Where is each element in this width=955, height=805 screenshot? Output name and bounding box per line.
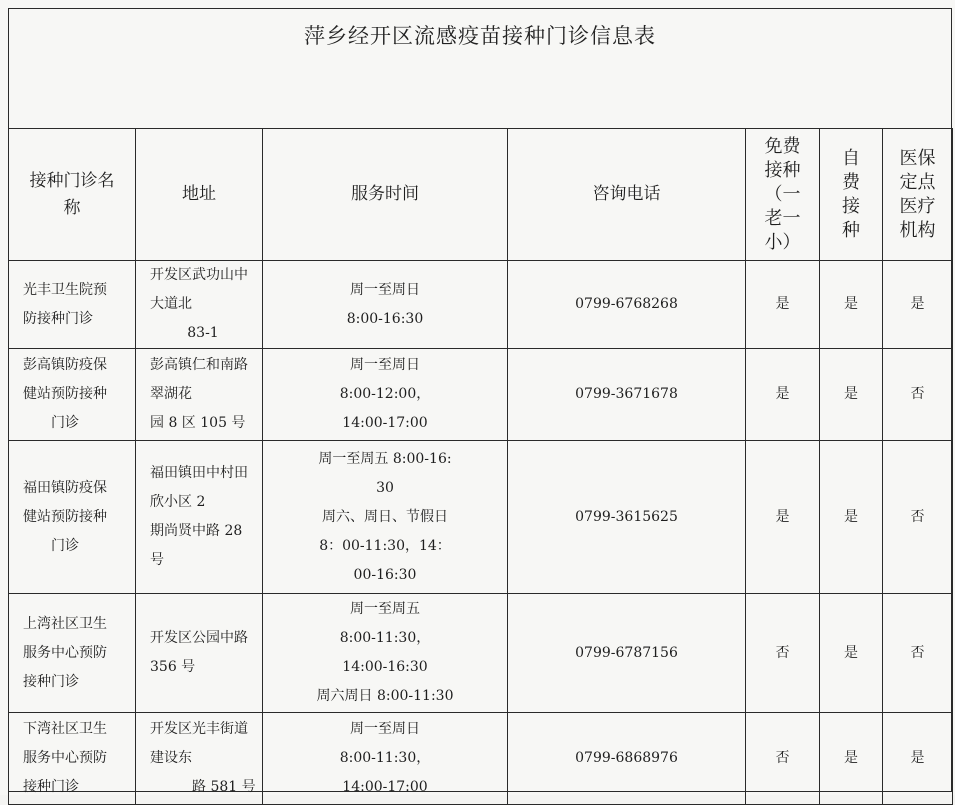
clinic-hours: 周一至周日 8:00-11:30， 14:00-17:00	[263, 713, 508, 805]
clinic-self-pay: 是	[820, 713, 883, 805]
clinic-self-pay: 是	[820, 261, 883, 349]
clinic-self-pay: 是	[820, 441, 883, 594]
clinic-insurance: 否	[883, 349, 953, 441]
clinic-name: 下湾社区卫生 服务中心预防 接种门诊	[9, 713, 136, 805]
table-row	[9, 441, 953, 594]
header-free: 免费 接种 （一 老一 小）	[746, 129, 820, 261]
header-insurance: 医保 定点 医疗 机构	[883, 129, 953, 261]
clinic-name: 彭高镇防疫保 健站预防接种 门诊	[9, 349, 136, 441]
clinic-address: 开发区武功山中大道北 83-1	[136, 261, 263, 349]
clinic-phone: 0799-6868976	[508, 713, 746, 805]
clinic-self-pay: 是	[820, 594, 883, 713]
clinic-hours: 周一至周日 8:00-12:00， 14:00-17:00	[263, 349, 508, 441]
clinic-name: 光丰卫生院预 防接种门诊	[9, 261, 136, 349]
clinic-phone: 0799-6787156	[508, 594, 746, 713]
table-row	[9, 349, 953, 441]
clinic-free: 是	[746, 349, 820, 441]
clinic-free: 是	[746, 261, 820, 349]
header-phone: 咨询电话	[508, 129, 746, 261]
clinic-free: 是	[746, 441, 820, 594]
table-row	[9, 261, 953, 349]
clinic-insurance: 否	[883, 441, 953, 594]
header-address: 地址	[136, 129, 263, 261]
header-self-pay: 自 费 接 种	[820, 129, 883, 261]
clinic-hours: 周一至周五 8:00-16: 30 周六、周日、节假日 8：00-11:30，14： 00-16:30	[263, 441, 508, 594]
clinic-free: 否	[746, 594, 820, 713]
clinic-phone: 0799-3671678	[508, 349, 746, 441]
clinic-hours: 周一至周日 8:00-16:30	[263, 261, 508, 349]
clinic-name: 上湾社区卫生 服务中心预防 接种门诊	[9, 594, 136, 713]
clinic-self-pay: 是	[820, 349, 883, 441]
clinic-insurance: 否	[883, 594, 953, 713]
header-hours: 服务时间	[263, 129, 508, 261]
clinic-address: 开发区公园中路 356 号	[136, 594, 263, 713]
table-row	[9, 594, 953, 713]
clinic-insurance: 是	[883, 261, 953, 349]
header-row	[9, 129, 953, 261]
table-row	[9, 713, 953, 805]
clinic-hours: 周一至周五 8:00-11:30， 14:00-16:30 周六周日 8:00-11:30	[263, 594, 508, 713]
clinic-address: 福田镇田中村田欣小区 2 期尚贤中路 28 号	[136, 441, 263, 594]
clinic-table	[8, 128, 953, 805]
clinic-address: 彭高镇仁和南路翠湖花 园 8 区 105 号	[136, 349, 263, 441]
clinic-free: 否	[746, 713, 820, 805]
clinic-phone: 0799-6768268	[508, 261, 746, 349]
page-title: 萍乡经开区流感疫苗接种门诊信息表	[304, 24, 656, 48]
clinic-insurance: 是	[883, 713, 953, 805]
clinic-name: 福田镇防疫保 健站预防接种 门诊	[9, 441, 136, 594]
header-name: 接种门诊名 称	[9, 129, 136, 261]
clinic-address: 开发区光丰街道建设东 路 581 号	[136, 713, 263, 805]
clinic-phone: 0799-3615625	[508, 441, 746, 594]
